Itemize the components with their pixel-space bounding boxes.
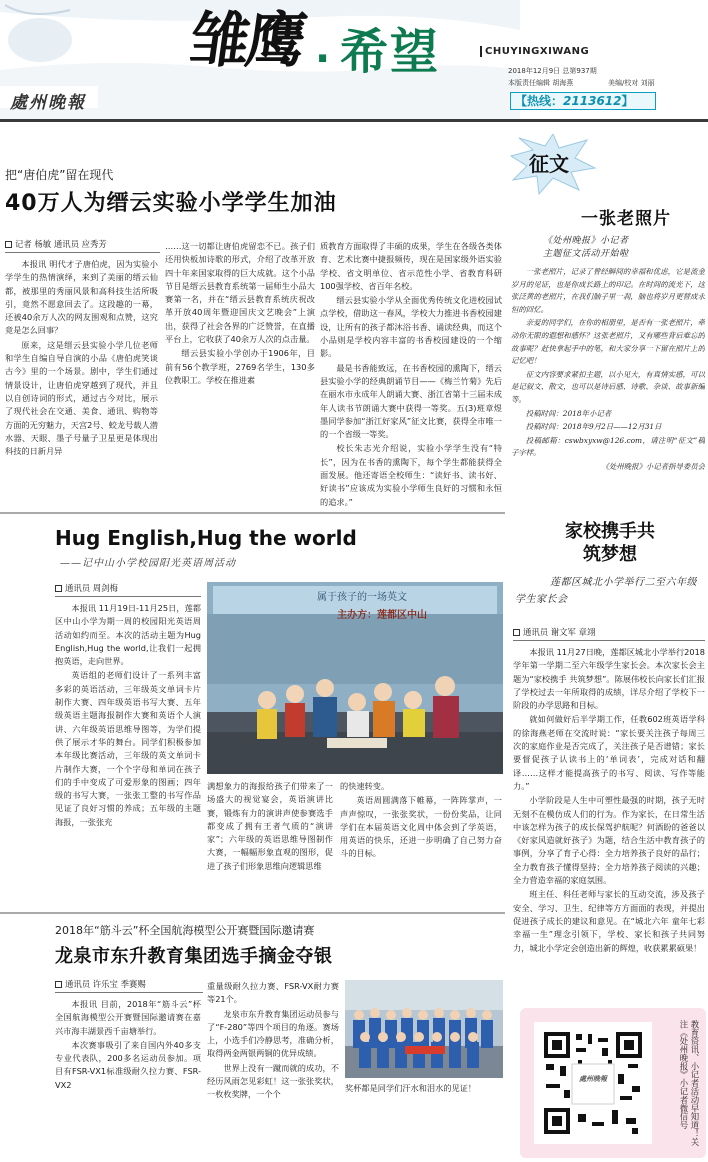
- paragraph: 本报讯 明代才子唐伯虎，因为实验小学学生的热情演绎，来到了美丽的缙云仙都，被那里的秀丽风景和高科技生活所吸引，竟然不愿意回去了。这段趣的一幕，还被40余万人次的网友围观和点赞，这究竟是怎么回事？: [5, 259, 158, 336]
- paragraph: 亲爱的同学们，在你的相册里，是否有一张老照片，牵动你无限的遐想和感怀？这张老照片，又有哪些背后难忘的故事呢？赶快拿起手中的笔，和大家分享一下留在照片上的记忆吧！: [511, 318, 705, 366]
- article1-headline: 40万人为缙云实验小学学生加油: [5, 191, 337, 216]
- essay-subtitle-1: 《处州晚报》小记者: [543, 236, 629, 246]
- paragraph: 投稿邮箱：cswbxyxw@126.com，请注明“征文”稿子字样。: [511, 435, 705, 458]
- english-week-photo: [207, 582, 503, 774]
- paragraph: 征文内容要求紧扣主题，以小见大，有真情实感，可以是记叙文、散文，也可以是诗后感、诗歌、杂谈、故事新编等。: [511, 369, 705, 404]
- article1-col2: [165, 240, 315, 506]
- qr-side-text: 教育资讯、小记者活动早知道！关注《处州晚报》小记者微信号: [679, 1020, 700, 1146]
- paragraph: 一张老照片，记录了曾经瞬间的幸福和优虑，它是流金岁月的见证，也是你成长路上的印记。在时间的流光下，这张泛黄的老照片，在我们脑子里一刹，脑也将岁月更替成永恒的回忆。: [511, 267, 705, 314]
- paragraph: 本报讯 11月19日-11月25日，莲都区中山小学为期一周的校园阳光英语周活动如约而至。本次的活动主题为Hug English,Hug the world,让我们一起拥抱英语，走向世界。: [55, 603, 201, 667]
- paragraph: 满想象力的海报给孩子们带来了一场盛大的视觉宴会，英语演讲比赛，锻炼有力的演讲声使参赛选手都变成了拥有王者气质的“演讲家”；六年级的英语思维导图制作大赛，一幅幅形象直观的图形，促进了孩子们形象思维向逻辑思维: [207, 781, 333, 871]
- paragraph: 英语周圆满落下帷幕，一阵阵掌声，一声声惊叹，一张张奖状，一份份奖品，让同学们在本届英语文化周中体会到了学英语，用英语的快乐，还进一步明确了自己努力奋斗的目标。: [340, 795, 502, 859]
- paragraph: 缙云县实验小学从全面优秀传统文化进校园试点学校，借助这一春风，学校大力推进书香校园建设，让所有的孩子都沐浴书香、诵读经典，而这个小品则是学校内容丰富的书香校园建设的一个缩影。: [320, 295, 502, 359]
- paragraph: 小学阶段是人生中可塑性最强的时期，孩子无时无刻不在模仿成人们的行为。作为家长，在日常生活中该怎样为孩子的成长保驾护航呢？何酒盼的爸爸以《好家风造就好孩子》为题，结合生活中教育孩子的事例，分享了育子心得：全力培养孩子良好的品行；全力教育孩子懂得坚持；全力培养孩子阅读的兴趣；全力营造幸福的家庭氛围。: [513, 795, 705, 886]
- article2-col2: [207, 780, 333, 907]
- qr-promo: [520, 1008, 706, 1158]
- qr-code-icon: [542, 1030, 644, 1136]
- layout-line: 美编/校对 刘丽: [608, 79, 655, 87]
- paragraph: 本报讯 目前，2018年“筋斗云”杯全国航海模型公开赛暨国际邀请赛在嘉兴市海丰湖景西千亩塘举行。: [55, 999, 201, 1036]
- paragraph: 重量级耐久拉力赛、FSR-VX耐力赛等21个。: [207, 981, 339, 1005]
- article1-byline: [5, 238, 160, 253]
- team-photo-image: [345, 980, 503, 1078]
- article2-byline: [55, 582, 201, 597]
- article2-byline-text: 通讯员 周剑梅: [65, 583, 118, 593]
- editor-line: 本版责任编辑 胡海燕: [508, 79, 574, 87]
- article-ship-model: [0, 914, 505, 1162]
- article3-subtitle: 莲都区城北小学举行二至六年级学生家长会: [515, 577, 697, 605]
- paragraph: 英语组的老师们设计了一系列丰富多彩的英语活动，三年级英文单词卡片制作大赛、四年级英语书写大赛、五年级英语主题海报制作大赛和英语个人演讲、六年级英语思维导图等，为学们提供了展示才华的舞台。同学们积极参加本年级比赛活动，三年级的英文单词卡片制作大赛，一个个字母和单词在孩子们的手中变成了可爱形象的图画；四年级的书写大赛，一张张工整的书写作品见证了良好习惯的养成；五年级的主题海报，一张张充: [55, 670, 201, 827]
- photo-banner-left: 属于孩子的一场英文: [317, 592, 407, 603]
- article1-col3: [320, 240, 502, 506]
- article4-col2: [207, 980, 339, 1158]
- paragraph: 缙云县实验小学创办于1906年，目前有56个教学班，2769名学生，130多位教职工。学校在推进素: [165, 348, 315, 385]
- team-photo: [345, 980, 503, 1078]
- paragraph: 就如何做好后半学期工作，任教602班英语学科的徐海燕老师在交流时说：“家长要关注孩子每周三次的家庭作业是否完成了，关注孩子是否谱错；家长要督促孩子认读书上的‘单词表’，完成对话和翻译……这样才能提高孩子的书写、阅读、写作等能力。”: [513, 714, 705, 791]
- masthead-title-dot: ·: [315, 36, 331, 82]
- paragraph: 龙泉市东升教育集团运动员参与了“F-280”等四个项目的角逐。赛场上，小选手们冷静思考，准确分析，取得两金两银两铜的优异成绩。: [207, 1008, 339, 1059]
- essay-call: [507, 134, 708, 516]
- paragraph: 质教育方面取得了丰硕的成果，学生在各级各类体育、艺术比赛中捷报频传，现在是国家级外语实验学校、省文明单位、省示范性小学、省教育科研100强学校、省百年名校。: [320, 241, 502, 291]
- article3-byline-text: 通讯员 谢文军 章翊: [523, 627, 596, 637]
- paper-name: 處州晚報: [10, 93, 86, 113]
- article3-byline: [513, 626, 705, 641]
- essay-body: [511, 266, 705, 516]
- article4-kicker: 2018年“筋斗云”杯全国航海模型公开赛暨国际邀请赛: [55, 924, 315, 937]
- article2-subheadline: ——记中山小学校园阳光英语周活动: [60, 558, 236, 569]
- article4-byline-text: 通讯员 许乐宝 季赛赐: [65, 979, 146, 989]
- article3-body: [513, 646, 705, 1001]
- qr-code-panel: [534, 1022, 652, 1144]
- paragraph: 本报讯 11月27日晚，莲都区城北小学举行2018学年第一学期二至六年级学生家长会。本次家长会主题为“家校携手 共筑梦想”。陈展伟校长向家长们汇报了学校过去一年所取得的成绩，详尽介绍了学校下一阶段的办学思路和目标。: [513, 647, 705, 711]
- paragraph: 最是书香能致远，在书香校园的熏陶下，缙云县实验小学的经典朗诵节目——《梅兰竹菊》先后在丽水市永成年人朗诵大赛、浙江省第十三届未成年人读书节朗诵大赛中获得一等奖。五(3)班章煜墨同学参加“浙江好家风”征文比赛，获得全市唯一的一个省级一等奖。: [320, 362, 502, 440]
- paragraph: 投稿时间：2018年9月2日——12月31日: [525, 422, 662, 432]
- article4-byline: [55, 978, 203, 993]
- article4-col1: [55, 998, 201, 1158]
- paragraph: 本次赛事吸引了来自国内外40多支专业代表队，200多名运动员参加。项目有FSR-VX1标准级耐久拉力赛、FSR-VX2: [55, 1039, 201, 1090]
- masthead-title-left: 雏鹰: [185, 6, 307, 76]
- paragraph: ……这一切都让唐伯虎留恋不已。孩子们还用快板加诗歌的形式，介绍了改革开放四十年来国家取得的巨大成就。这个小品节目是缙云县教育系统第一届师生小品大赛第一名，并在“缙云县教育系统庆祝改革开放40周年暨迎国庆文艺晚会”上演出，获得了社会各界的广泛赞誉，在直播平台上，它收获了40余万人次的点击量。: [165, 241, 315, 345]
- paragraph: 班主任、科任老师与家长的互动交流，涉及孩子安全、学习、卫生、纪律等方方面面的表现，并提出促进孩子成长的建议和意见。在“城北六年 童年七彩 幸福一生”理念引领下，学校、家长和孩子共同努力，城北小学定会创造出新的辉煌，收获累累硕果！: [513, 889, 705, 953]
- article1-byline-text: 记者 杨敏 通讯员 应秀芳: [15, 239, 107, 249]
- essay-subtitle-2: 主题征文活动开始啦: [543, 249, 629, 259]
- hotline-badge: 【热线：2113612】: [510, 92, 656, 110]
- essay-title: 一张老照片: [581, 209, 671, 229]
- article2-headline: Hug English,Hug the world: [55, 526, 357, 550]
- paragraph: 世界上没有一蹴而就的成功，不经历风雨怎见彩虹！这一张张奖状，一枚枚奖牌，一个个: [207, 1062, 339, 1100]
- masthead-title-right: 希望: [340, 24, 441, 80]
- article3-headline: 家校携手共筑梦想: [565, 521, 655, 565]
- masthead: [0, 0, 708, 122]
- article-home-school: [507, 516, 708, 1001]
- paragraph: 的快速转变。: [340, 781, 390, 791]
- article2-col1: [55, 602, 201, 907]
- qr-center-label: 處州晚報: [579, 1074, 607, 1083]
- photo-banner-right: 主办方：莲都区中山: [337, 610, 427, 621]
- article4-headline: 龙泉市东升教育集团选手摘金夺银: [55, 946, 333, 967]
- date-line: 2018年12月9日 总第937期: [508, 67, 597, 75]
- article2-col3: [340, 780, 502, 907]
- masthead-pinyin: CHUYINGXIWANG: [480, 46, 589, 57]
- paragraph: 原来，这是缙云县实验小学几位老师和学生自编自导自演的小品《唐伯虎笑谈古今》里的一个场景。剧中，学生们通过情景设计，让唐伯虎穿越到了现代，并且以自创诗词的形式，通过古今对比，展示了现代社会在交通、美食、通讯、购物等方面的无穷魅力，天宫2号、蛟龙号载人潜水器、天眼、墨子号量子卫星更是体现出科技的日新月异: [5, 339, 158, 457]
- article1-col1: [5, 258, 158, 506]
- team-photo-caption: 奖杯都是同学们汗水和泪水的见证！: [345, 1083, 477, 1093]
- paragraph: 投稿时间：2018年小记者: [525, 408, 612, 418]
- hotline-label: 热线: [527, 94, 552, 108]
- essay-signature: 《处州晚报》小记者指导委员会: [601, 461, 705, 471]
- article1-kicker: 把“唐伯虎”留在现代: [5, 168, 114, 182]
- essay-badge: 征文: [529, 152, 569, 176]
- paragraph: 校长朱志光介绍说，实验小学学生没有“特长”，因为在书香的熏陶下，每个学生都能获得全面发展。他还寄语全校师生：“读好书、读书好、好读书”应该成为实验小学师生良好的习惯和永恒的追求。”: [320, 443, 502, 506]
- article-hug-english: [0, 514, 505, 909]
- article-tangbohu: [0, 122, 505, 507]
- hotline-number: 2113612: [563, 94, 622, 108]
